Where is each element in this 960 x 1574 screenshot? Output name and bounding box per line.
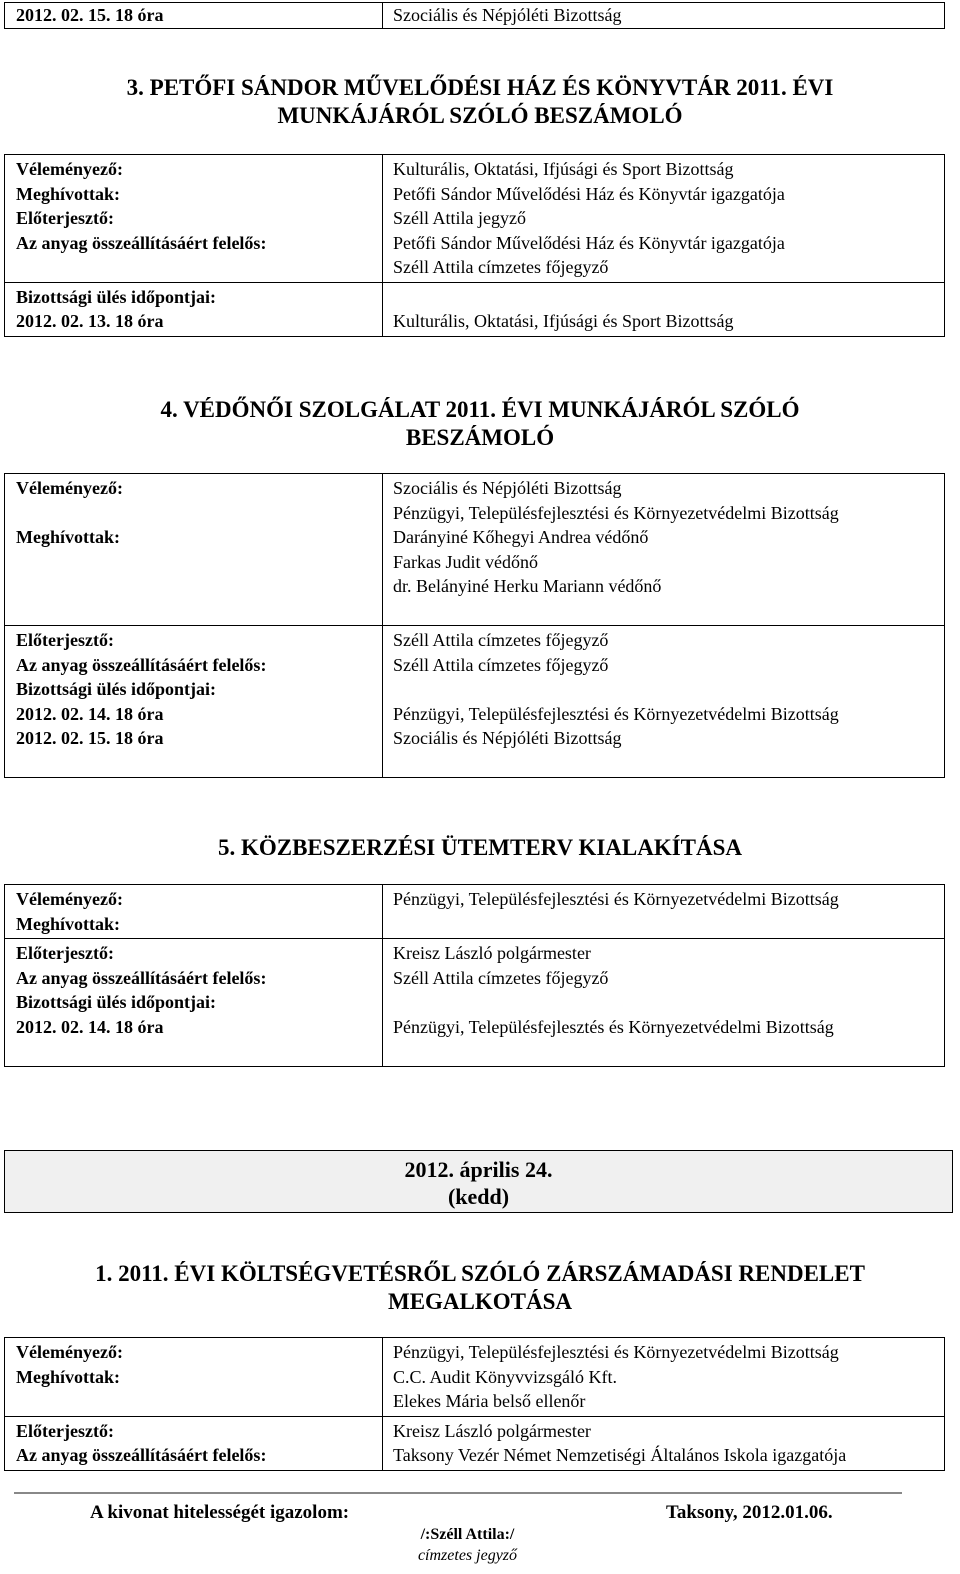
table-row [5,155,944,282]
section-title [0,74,960,130]
table-cell-right [383,626,944,777]
table-cell-left [5,939,383,1066]
label [16,501,371,526]
table-cell-right [383,1417,944,1470]
label [16,751,371,776]
label: 2012. 02. 14. 18 óra [16,1016,164,1037]
value: Széll Attila címzetes főjegyző [393,967,609,988]
table-cell-left [5,885,383,938]
label: Véleményező: [16,159,123,179]
top-table [4,2,945,29]
value: Szociális és Népjóléti Bizottság [393,478,622,498]
value: Farkas Judit védőnő [393,551,538,572]
label [16,550,371,575]
agenda-table [4,473,945,778]
label: Véleményező: [16,889,123,909]
value: Széll Attila jegyző [393,208,526,228]
label: Előterjesztő: [16,630,114,650]
table-cell-left [5,626,383,777]
label: Az anyag összeállításáért felelős: [16,967,267,988]
label: Véleményező: [16,478,123,498]
value: Kreisz László polgármester [393,943,591,963]
label: Meghívottak: [16,183,120,204]
committee-text: Szociális és Népjóléti Bizottság [393,5,622,25]
value: Elekes Mária belső ellenőr [393,1391,586,1411]
footer-place-date: Taksony, 2012.01.06. [666,1502,833,1523]
value: Széll Attila címzetes főjegyző [393,630,609,650]
value: Taksony Vezér Német Nemzetiségi Általános Iskola igazgatója [393,1445,847,1465]
label: 2012. 02. 14. 18 óra [16,703,164,724]
value: Petőfi Sándor Művelődési Ház és Könyvtár igazgatója [393,232,785,253]
value: Pénzügyi, Településfejlesztési és Környezetvédelmi Bizottság [393,1342,839,1362]
meeting-weekday: (kedd) [447,1184,510,1209]
value: Szociális és Népjóléti Bizottság [393,728,622,748]
date-time-text: 2012. 02. 15. 18 óra [16,5,164,25]
value [393,677,934,702]
table-row [5,1416,944,1470]
section-title-line: 3. PETŐFI SÁNDOR MŰVELŐDÉSI HÁZ ÉS KÖNYVTÁR 2011. ÉVI [126,75,834,100]
section-title-line: 5. KÖZBESZERZÉSI ÜTEMTERV KIALAKÍTÁSA [217,835,743,860]
section-title-line: 4. VÉDŐNŐI SZOLGÁLAT 2011. ÉVI MUNKÁJÁRÓL SZÓLÓ [160,397,800,422]
label: Előterjesztő: [16,208,114,228]
value [393,912,934,937]
agenda-table [4,154,945,337]
value [393,599,934,624]
label: Bizottsági ülés időpontjai: [16,992,217,1012]
label [16,599,371,624]
label: Előterjesztő: [16,1420,114,1441]
value: Kulturális, Oktatási, Ifjúsági és Sport Bizottság [393,311,734,331]
label: Az anyag összeállításáért felelős: [16,654,267,675]
label: Bizottsági ülés időpontjai: [16,286,217,307]
value: Petőfi Sándor Művelődési Ház és Könyvtár igazgatója [393,183,785,204]
table-cell-right [383,3,944,28]
table-cell-left [5,155,383,282]
label: Az anyag összeállításáért felelős: [16,1445,267,1465]
table-row [5,625,944,777]
table-row [5,282,944,336]
footer-divider [14,1492,902,1494]
value [393,990,934,1015]
table-cell-right [383,885,944,938]
table-row [5,3,944,28]
value: Kreisz László polgármester [393,1420,591,1441]
value [393,285,934,310]
signature-role: címzetes jegyző [417,1547,518,1564]
table-row [5,474,944,625]
value: Pénzügyi, Településfejlesztés és Környezetvédelmi Bizottság [393,1016,834,1037]
table-cell-left [5,474,383,625]
label: Az anyag összeállításáért felelős: [16,232,267,253]
footer-certify-text: A kivonat hitelességét igazolom: [90,1502,350,1523]
signature-name: /:Széll Attila:/ [420,1526,515,1543]
label [16,1039,371,1064]
value: Széll Attila címzetes főjegyző [393,257,609,277]
section-title [0,834,960,862]
table-cell-left [5,1338,383,1416]
table-cell-left [5,3,383,28]
label: Előterjesztő: [16,943,114,963]
value: dr. Belányiné Herku Mariann védőnő [393,576,662,596]
table-row [5,1338,944,1416]
table-row [5,938,944,1066]
label: Meghívottak: [16,527,120,547]
section-title-line: BESZÁMOLÓ [405,425,555,450]
table-cell-right [383,155,944,282]
table-cell-right [383,283,944,336]
value: Kulturális, Oktatási, Ifjúsági és Sport Bizottság [393,159,734,179]
label: Bizottsági ülés időpontjai: [16,679,217,699]
value: C.C. Audit Könyvvizsgáló Kft. [393,1366,617,1387]
value [393,751,934,776]
section-title [0,396,960,452]
table-cell-right [383,1338,944,1416]
section-title-line: MUNKÁJÁRÓL SZÓLÓ BESZÁMOLÓ [277,103,683,128]
label: Véleményező: [16,1342,123,1362]
table-cell-left [5,283,383,336]
agenda-table [4,884,945,1067]
value: Pénzügyi, Településfejlesztési és Környezetvédelmi Bizottság [393,502,839,523]
value: Darányiné Kőhegyi Andrea védőnő [393,527,649,547]
meeting-date: 2012. április 24. [404,1157,553,1182]
label: Meghívottak: [16,913,120,934]
agenda-table [4,1337,945,1471]
table-cell-right [383,939,944,1066]
table-row [5,885,944,938]
value [393,1039,934,1064]
value: Pénzügyi, Településfejlesztési és Környezetvédelmi Bizottság [393,889,839,909]
label [16,1389,371,1414]
label [16,574,371,599]
section-title-line: 1. 2011. ÉVI KÖLTSÉGVETÉSRŐL SZÓLÓ ZÁRSZÁMADÁSI RENDELET [95,1261,865,1286]
label: 2012. 02. 13. 18 óra [16,311,164,331]
table-cell-right [383,474,944,625]
meeting-date-box [4,1150,953,1213]
label: 2012. 02. 15. 18 óra [16,728,164,748]
table-cell-left [5,1417,383,1470]
label [16,255,371,280]
value: Pénzügyi, Településfejlesztési és Környezetvédelmi Bizottság [393,703,839,724]
label: Meghívottak: [16,1366,120,1387]
section-title [0,1260,960,1316]
value: Széll Attila címzetes főjegyző [393,654,609,675]
section-title-line: MEGALKOTÁSA [387,1289,573,1314]
